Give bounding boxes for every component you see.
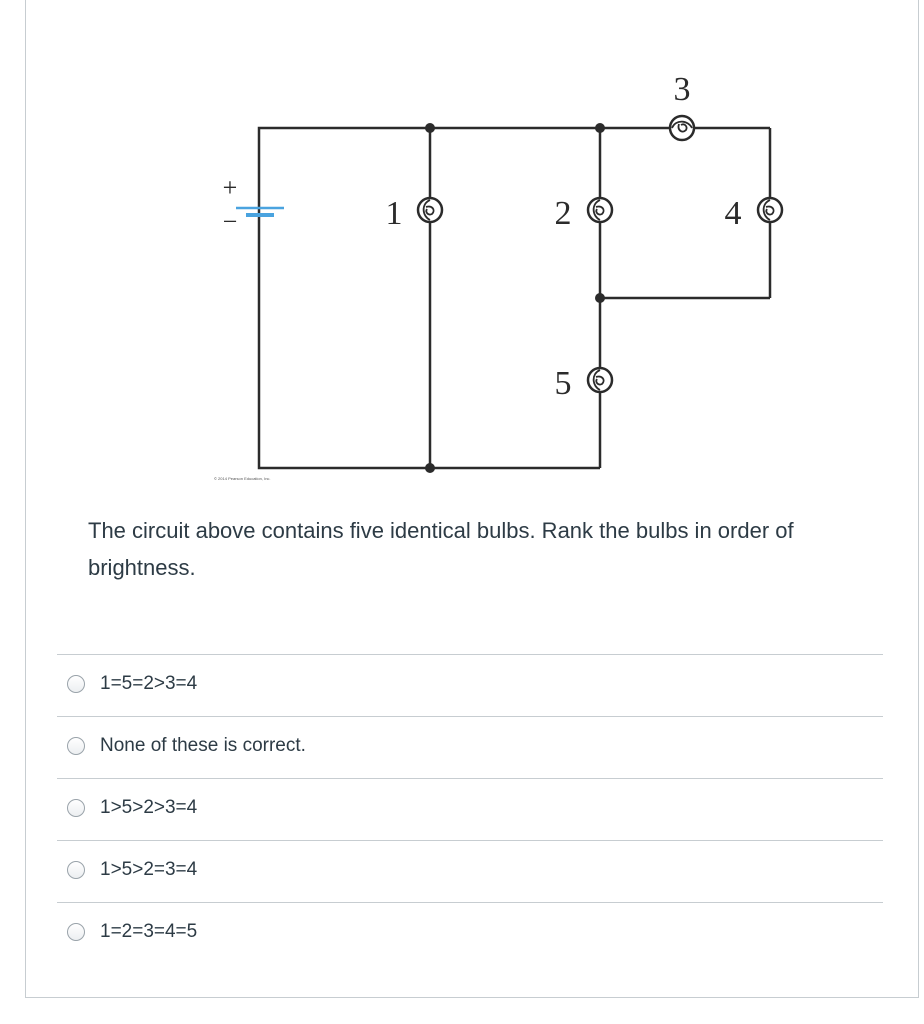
answer-option-4[interactable] (57, 840, 883, 902)
bulb-5-label: 5 (554, 365, 572, 402)
bulb-5-icon (588, 368, 612, 392)
answer-option-2[interactable] (57, 716, 883, 778)
answer-label: 1=2=3=4=5 (100, 921, 198, 942)
answer-label: 1>5>2=3=4 (100, 859, 198, 880)
bulb-1-label: 1 (385, 195, 403, 232)
radio-button[interactable] (67, 737, 85, 755)
radio-button[interactable] (67, 799, 85, 817)
answer-option-5[interactable] (57, 902, 883, 964)
battery-plus-sign: + (222, 173, 238, 202)
bulb-2-label: 2 (554, 195, 572, 232)
circuit-wires (259, 128, 770, 468)
bulb-4-label: 4 (724, 195, 742, 232)
radio-button[interactable] (67, 923, 85, 941)
bulb-1-icon (418, 198, 442, 222)
answer-list (57, 654, 883, 964)
radio-button[interactable] (67, 861, 85, 879)
figure-credit: © 2014 Pearson Education, Inc. (214, 476, 271, 481)
circuit-diagram (180, 60, 820, 500)
answer-option-3[interactable] (57, 778, 883, 840)
bulb-2-icon (588, 198, 612, 222)
answer-label: 1>5>2>3=4 (100, 797, 198, 818)
radio-button[interactable] (67, 675, 85, 693)
answer-label: 1=5=2>3=4 (100, 673, 198, 694)
answer-label: None of these is correct. (100, 735, 306, 756)
bulb-4-icon (758, 198, 782, 222)
junction-dots (425, 123, 605, 473)
battery-minus-sign: − (222, 207, 238, 236)
answer-option-1[interactable] (57, 654, 883, 716)
bulb-3-icon (670, 116, 694, 140)
bulb-3-label: 3 (673, 71, 691, 108)
question-text: The circuit above contains five identical bulbs. Rank the bulbs in order of brightness. (88, 518, 794, 580)
